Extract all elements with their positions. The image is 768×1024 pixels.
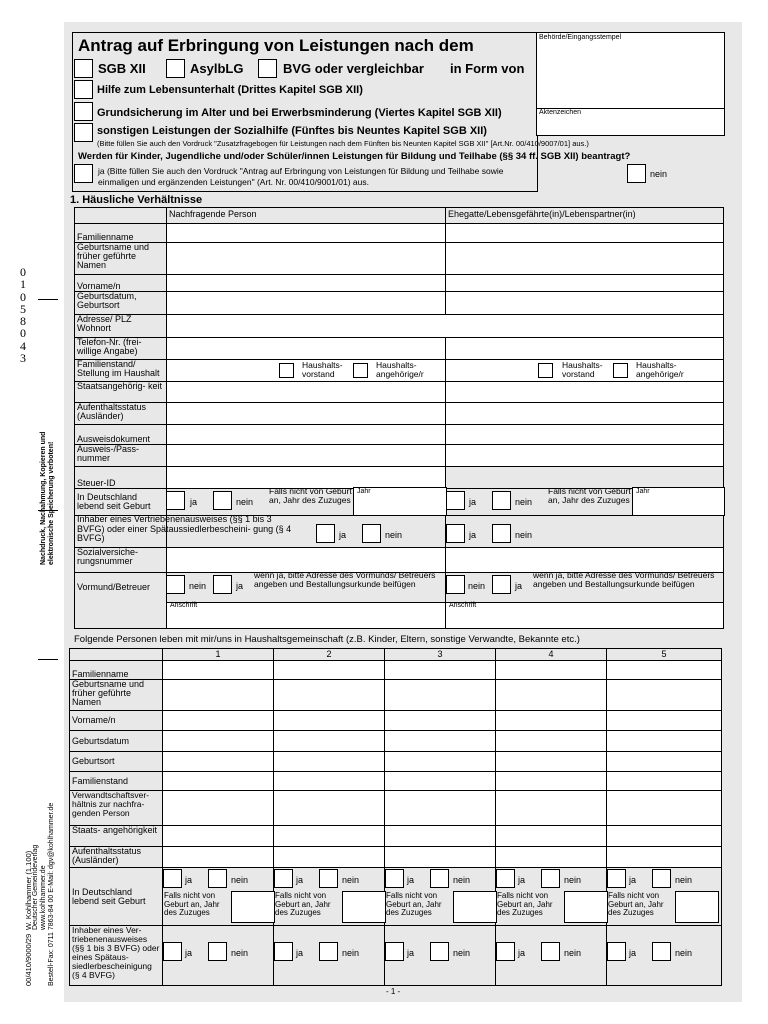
sonstige-label: sonstigen Leistungen der Sozialhilfe (Fünftes bis Neuntes Kapitel SGB XII) (97, 125, 487, 137)
hh4-jahr-field[interactable] (564, 891, 608, 923)
hh-field[interactable] (496, 711, 607, 731)
grundsicherung-checkbox[interactable] (74, 102, 93, 121)
hh2-seit-geburt-nein-checkbox[interactable] (319, 869, 338, 888)
person-ausweisnr-field[interactable] (167, 445, 446, 467)
article-number: 00/410/9000/29 (24, 933, 33, 986)
partner-familienname-field[interactable] (446, 224, 724, 243)
hh-field[interactable] (163, 772, 274, 791)
person-seit-geburt-ja-checkbox[interactable] (166, 491, 185, 510)
hh3-seit-geburt-nein-checkbox[interactable] (430, 869, 449, 888)
person-vertrieben-ja-checkbox[interactable] (316, 524, 335, 543)
partner-haushaltsangehoerige-checkbox[interactable] (613, 363, 628, 378)
sgb12-checkbox[interactable] (74, 59, 93, 78)
person-vormund-ja-checkbox[interactable] (213, 575, 232, 594)
hh-field[interactable] (163, 826, 274, 847)
page-number: - 1 - (386, 987, 401, 996)
partner-vormund-ja-label: ja (515, 581, 523, 591)
hh-field[interactable] (496, 731, 607, 752)
hh5-seit-geburt-ja-label: ja (629, 875, 637, 885)
hh-label-geburtsort: Geburtsort (70, 752, 163, 772)
bildung-question: Werden für Kinder, Jugendliche und/oder Schüler/innen Leistungen für Bildung und Teilhabe (§§ 34 ff. SGB XII) beantragt? (78, 151, 631, 162)
household-col-3: 3 (385, 649, 496, 661)
hh5-vertrieben-ja-checkbox[interactable] (607, 942, 626, 961)
partner-anschrift-label: Anschrift (449, 602, 477, 609)
hh5-seit-geburt-nein-label: nein (675, 875, 693, 885)
hh1-seit-geburt-ja-checkbox[interactable] (163, 869, 182, 888)
hh5-vertrieben-nein-checkbox[interactable] (652, 942, 671, 961)
hh-field[interactable] (385, 680, 496, 711)
hh1-jahr-field[interactable] (231, 891, 275, 923)
vertrieben-label: Inhaber eines Vertriebenenausweises (§§ 1 bis 3 BVFG) oder einer Spätaussiedlerbescheini- gung (§ 4 BVFG) (77, 514, 292, 543)
hh4-seit-geburt-nein-label: nein (564, 875, 582, 885)
partner-vertrieben-cell (446, 516, 724, 548)
hh2-vertrieben-nein-checkbox[interactable] (319, 942, 338, 961)
partner-ausweis-field[interactable] (446, 425, 724, 445)
hh5-seit-geburt-ja-checkbox[interactable] (607, 869, 626, 888)
hh-field[interactable] (607, 661, 722, 680)
partner-vertrieben-nein-label: nein (515, 530, 533, 540)
hh-label-indeutschland: In Deutschland lebend seit Geburt (70, 868, 163, 926)
partner-haushaltsvorstand-checkbox[interactable] (538, 363, 553, 378)
person-anschrift-label: Anschrift (170, 602, 198, 609)
person-geburtsdatum-field[interactable] (167, 292, 446, 315)
hh4-vertrieben-nein-checkbox[interactable] (541, 942, 560, 961)
partner-geburtsname-field[interactable] (446, 243, 724, 275)
person-jahr-field[interactable] (353, 487, 447, 516)
hh-field[interactable] (607, 791, 722, 826)
hh-field[interactable] (385, 752, 496, 772)
hh1-vertrieben-ja-label: ja (185, 948, 193, 958)
hh4-seit-geburt-nein-checkbox[interactable] (541, 869, 560, 888)
grundsicherung-label: Grundsicherung im Alter und bei Erwerbsminderung (Viertes Kapitel SGB XII) (97, 107, 502, 119)
hh-label-geburtsdatum: Geburtsdatum (70, 731, 163, 752)
partner-jahr-field[interactable] (632, 487, 725, 516)
col-person-header: Nachfragende Person (167, 208, 446, 224)
person-geburtsname-field[interactable] (167, 243, 446, 275)
hh4-vertrieben-ja-checkbox[interactable] (496, 942, 515, 961)
row-label-vorname: Vorname/n (75, 275, 167, 292)
hh-label-vertrieben: Inhaber eines Ver- triebenenausweises (§§ 1 bis 3 BVFG) oder eines Spätaus- siedlerbescheinigung (§ 4 BVFG) (70, 926, 163, 986)
hh5-jahr-field[interactable] (675, 891, 719, 923)
hh-field[interactable] (607, 680, 722, 711)
person-seit-geburt-nein-checkbox[interactable] (213, 491, 232, 510)
row-label-vormund: Vormund/Betreuer (75, 573, 167, 629)
partner-aufenthalt-field[interactable] (446, 403, 724, 425)
person-falls-nicht-label: Falls nicht von Geburt an, Jahr des Zuzuges (269, 486, 352, 505)
row-label-telefon: Telefon-Nr. (frei- willige Angabe) (75, 338, 167, 360)
hh3-falls-nicht-label: Falls nicht von Geburt an, Jahr des Zuzuges (386, 891, 442, 918)
sgb12-label: SGB XII (98, 61, 146, 76)
partner-seit-geburt-nein-checkbox[interactable] (492, 491, 511, 510)
publisher-3: www.kohlhammer.de (40, 865, 47, 930)
order-info: Bestell-Fax: 0711 7863-84 00 E-Mail: dgv@kohlhammer.de (48, 802, 55, 986)
row-label-indeutschland: In Deutschland lebend seit Geburt (75, 489, 167, 516)
hh-field[interactable] (274, 826, 385, 847)
hh5-vertrieben-nein-label: nein (675, 948, 693, 958)
bildung-ja-line2: einmaligen und ergänzenden Leistungen" (Art. Nr. 00/410/9001/01) aus. (98, 177, 369, 187)
row-label-familienstand: Familienstand/ Stellung im Haushalt (75, 360, 167, 382)
hh-label-aufenthalt: Aufenthaltsstatus (Ausländer) (70, 847, 163, 868)
hh-field[interactable] (496, 791, 607, 826)
hh-label-verwandtschaft: Verwandtschaftsver- hältnis zur nachfra- genden Person (70, 791, 163, 826)
adresse-field[interactable] (167, 315, 724, 338)
form-title: Antrag auf Erbringung von Leistungen nach dem (78, 36, 474, 55)
hh3-vertrieben-nein-checkbox[interactable] (430, 942, 449, 961)
person-haushaltsvorstand-checkbox[interactable] (279, 363, 294, 378)
partner-vertrieben-ja-checkbox[interactable] (446, 524, 465, 543)
stamp-label: Behörde/Eingangsstempel (539, 34, 622, 41)
copyright-notice: Nachdruck, Nachahmung, Kopieren und elektronische Speicherung verboten! (40, 431, 55, 565)
col-partner-header: Ehegatte/Lebensgefährte(in)/Lebenspartner(in) (446, 208, 724, 224)
person-vormund-text: wenn ja, bitte Adresse des Vormunds/ Betreuers angeben und Bestallungsurkunde beifügen (254, 570, 436, 589)
partner-staat-field[interactable] (446, 382, 724, 403)
person-vertrieben-nein-checkbox[interactable] (362, 524, 381, 543)
hh-field[interactable] (274, 791, 385, 826)
hh-field[interactable] (607, 711, 722, 731)
hh1-falls-nicht-label: Falls nicht von Geburt an, Jahr des Zuzuges (164, 891, 220, 918)
hh-label-vorname: Vorname/n (70, 711, 163, 731)
row-label-adresse: Adresse/ PLZ Wohnort (75, 315, 167, 338)
hh5-vertrieben-ja-label: ja (629, 948, 637, 958)
hh2-vertrieben-nein-label: nein (342, 948, 360, 958)
barcode-digits: 0 1 0 5 8 0 4 3 (20, 265, 26, 366)
hh-field[interactable] (496, 680, 607, 711)
hh2-vertrieben-ja-checkbox[interactable] (274, 942, 293, 961)
bvg-checkbox[interactable] (258, 59, 277, 78)
hh-field[interactable] (385, 791, 496, 826)
sonstige-note: (Bitte füllen Sie auch den Vordruck "Zusatzfragebogen für Leistungen nach dem Fünften bis Neunten Kapitel SGB XII" [Art.Nr. 00/410/9007/01] aus.) (97, 139, 589, 148)
partner-jahr-label: Jahr (636, 488, 650, 495)
hh3-seit-geburt-ja-checkbox[interactable] (385, 869, 404, 888)
hh-field[interactable] (274, 661, 385, 680)
partner-vormund-nein-checkbox[interactable] (446, 575, 465, 594)
row-label-staat: Staatsangehörig- keit (75, 382, 167, 403)
hh-field[interactable] (163, 661, 274, 680)
publisher-1: W. Kohlhammer (1.100) (24, 850, 33, 930)
asylblg-checkbox[interactable] (166, 59, 185, 78)
row-label-steuer: Steuer-ID (75, 467, 167, 489)
partner-vormund-nein-label: nein (468, 581, 486, 591)
hh-field[interactable] (163, 847, 274, 868)
hh-field[interactable] (385, 731, 496, 752)
person-familienname-field[interactable] (167, 224, 446, 243)
publisher-2: Deutscher Gemeindeverlag (32, 844, 39, 930)
person-vormund-nein-label: nein (189, 581, 207, 591)
section1-table (74, 207, 724, 629)
hh-field[interactable] (607, 772, 722, 791)
hh-field[interactable] (496, 826, 607, 847)
person-vertrieben-ja-label: ja (339, 530, 347, 540)
hh1-seit-geburt-ja-label: ja (185, 875, 193, 885)
hh-field[interactable] (163, 752, 274, 772)
hh-field[interactable] (607, 752, 722, 772)
hh3-vertrieben-ja-checkbox[interactable] (385, 942, 404, 961)
person-seit-geburt-nein-label: nein (236, 497, 254, 507)
hilfe-label: Hilfe zum Lebensunterhalt (Drittes Kapitel SGB XII) (97, 84, 363, 96)
person-vormund-ja-label: ja (236, 581, 244, 591)
hh4-falls-nicht-label: Falls nicht von Geburt an, Jahr des Zuzuges (497, 891, 553, 918)
hh3-seit-geburt-nein-label: nein (453, 875, 471, 885)
partner-haushaltsvorstand-label: Haushalts- vorstand (562, 360, 603, 379)
hh2-seit-geburt-ja-checkbox[interactable] (274, 869, 293, 888)
hh-field[interactable] (274, 847, 385, 868)
hh2-jahr-field[interactable] (342, 891, 386, 923)
hh-field[interactable] (607, 826, 722, 847)
person-vorname-field[interactable] (167, 275, 446, 292)
hh-field[interactable] (163, 680, 274, 711)
aktenzeichen-box (536, 108, 725, 136)
section1-title: 1. Häusliche Verhältnisse (70, 194, 203, 206)
hh-field[interactable] (385, 847, 496, 868)
hh1-seit-geburt-nein-label: nein (231, 875, 249, 885)
household-col-1: 1 (163, 649, 274, 661)
asylblg-label: AsylbLG (190, 61, 244, 76)
person-aufenthalt-field[interactable] (167, 403, 446, 425)
hh5-falls-nicht-label: Falls nicht von Geburt an, Jahr des Zuzuges (608, 891, 664, 918)
hh-field[interactable] (496, 752, 607, 772)
household-col-5: 5 (607, 649, 722, 661)
hh1-vertrieben-ja-checkbox[interactable] (163, 942, 182, 961)
household-intro: Folgende Personen leben mit mir/uns in Haushaltsgemeinschaft (z.B. Kinder, Eltern, sonstige Verwandte, Bekannte etc.) (74, 634, 580, 645)
hh4-vertrieben-nein-label: nein (564, 948, 582, 958)
row-label-sozial: Sozialversiche- rungsnummer (75, 548, 167, 573)
partner-vertrieben-ja-label: ja (469, 530, 477, 540)
hh-field[interactable] (385, 826, 496, 847)
hh-label-staat: Staats- angehörigkeit (70, 826, 163, 847)
partner-telefon-field[interactable] (446, 338, 724, 360)
person-anschrift-field[interactable] (167, 603, 446, 629)
person-jahr-label: Jahr (357, 488, 371, 495)
hh5-seit-geburt-nein-checkbox[interactable] (652, 869, 671, 888)
hh-field[interactable] (274, 772, 385, 791)
hh-field[interactable] (274, 752, 385, 772)
hh-label-geburtsname: Geburtsname und früher geführte Namen (70, 680, 163, 711)
aktenzeichen-label: Aktenzeichen (539, 109, 582, 116)
partner-ausweisnr-field[interactable] (446, 445, 724, 467)
person-seit-geburt-ja-label: ja (190, 497, 198, 507)
hh1-vertrieben-nein-checkbox[interactable] (208, 942, 227, 961)
household-corner (70, 649, 163, 661)
person-sozial-field[interactable] (167, 548, 446, 573)
hh-field[interactable] (607, 847, 722, 868)
hh-field[interactable] (607, 731, 722, 752)
partner-sozial-field[interactable] (446, 548, 724, 573)
stamp-box (536, 32, 725, 110)
person-telefon-field[interactable] (167, 338, 446, 360)
hh4-seit-geburt-ja-label: ja (518, 875, 526, 885)
household-table (69, 648, 722, 986)
row-label-aufenthalt: Aufenthaltsstatus (Ausländer) (75, 403, 167, 425)
hh4-vertrieben-ja-label: ja (518, 948, 526, 958)
person-haushaltsangehoerige-checkbox[interactable] (353, 363, 368, 378)
hh-field[interactable] (496, 847, 607, 868)
hh3-jahr-field[interactable] (453, 891, 497, 923)
partner-vertrieben-nein-checkbox[interactable] (492, 524, 511, 543)
person-haushaltsvorstand-label: Haushalts- vorstand (302, 360, 343, 379)
hh-field[interactable] (496, 661, 607, 680)
bildung-nein-label: nein (650, 169, 668, 179)
partner-haushaltsangehoerige-label: Haushalts- angehörige/r (636, 360, 684, 379)
hh-label-familienname: Familienname (70, 661, 163, 680)
margin-tick (38, 659, 58, 660)
bildung-ja-line1: ja (Bitte füllen Sie auch den Vordruck "Antrag auf Erbringung von Leistungen für Bildung und Teilhabe sowie (98, 166, 504, 176)
hh3-vertrieben-nein-label: nein (453, 948, 471, 958)
hh-field[interactable] (163, 791, 274, 826)
partner-geburtsdatum-field[interactable] (446, 292, 724, 315)
bvg-label: BVG oder vergleichbar (283, 61, 424, 76)
hh1-seit-geburt-nein-checkbox[interactable] (208, 869, 227, 888)
hh3-seit-geburt-ja-label: ja (407, 875, 415, 885)
hh-field[interactable] (385, 661, 496, 680)
hilfe-checkbox[interactable] (74, 80, 93, 99)
person-haushaltsangehoerige-label: Haushalts- angehörige/r (376, 360, 424, 379)
hh-field[interactable] (496, 772, 607, 791)
hh-field[interactable] (274, 711, 385, 731)
household-col-2: 2 (274, 649, 385, 661)
bildung-nein-checkbox[interactable] (627, 164, 646, 183)
hh2-seit-geburt-nein-label: nein (342, 875, 360, 885)
hh2-seit-geburt-ja-label: ja (296, 875, 304, 885)
sonstige-checkbox[interactable] (74, 123, 93, 142)
hh2-falls-nicht-label: Falls nicht von Geburt an, Jahr des Zuzuges (275, 891, 331, 918)
hh-field[interactable] (385, 772, 496, 791)
form-von-label: in Form von (450, 61, 525, 76)
person-staat-field[interactable] (167, 382, 446, 403)
hh2-vertrieben-ja-label: ja (296, 948, 304, 958)
person-vormund-nein-checkbox[interactable] (166, 575, 185, 594)
hh-field[interactable] (385, 711, 496, 731)
bildung-ja-checkbox[interactable] (74, 164, 93, 183)
hh-label-familienstand: Familienstand (70, 772, 163, 791)
hh4-seit-geburt-ja-checkbox[interactable] (496, 869, 515, 888)
hh-field[interactable] (274, 731, 385, 752)
hh3-vertrieben-ja-label: ja (407, 948, 415, 958)
person-vertrieben-nein-label: nein (385, 530, 403, 540)
row-label-geburtsname: Geburtsname und früher geführte Namen (75, 243, 167, 275)
hh1-vertrieben-nein-label: nein (231, 948, 249, 958)
person-ausweis-field[interactable] (167, 425, 446, 445)
margin-tick (38, 299, 58, 300)
corner-cell (75, 208, 167, 224)
row-label-ausweis: Ausweisdokument (75, 425, 167, 445)
row-label-familienname: Familienname (75, 224, 167, 243)
partner-vormund-ja-checkbox[interactable] (492, 575, 511, 594)
row-label-geburtsdatum: Geburtsdatum, Geburtsort (75, 292, 167, 315)
partner-seit-geburt-nein-label: nein (515, 497, 533, 507)
row-label-ausweisnr: Ausweis-/Pass- nummer (75, 445, 167, 467)
partner-seit-geburt-ja-checkbox[interactable] (446, 491, 465, 510)
hh-field[interactable] (163, 711, 274, 731)
partner-vormund-text: wenn ja, bitte Adresse des Vormunds/ Betreuers angeben und Bestallungsurkunde beifügen (533, 570, 715, 589)
partner-falls-nicht-label: Falls nicht von Geburt an, Jahr des Zuzuges (548, 486, 631, 505)
hh-field[interactable] (274, 680, 385, 711)
household-col-4: 4 (496, 649, 607, 661)
partner-seit-geburt-ja-label: ja (469, 497, 477, 507)
hh-field[interactable] (163, 731, 274, 752)
partner-vorname-field[interactable] (446, 275, 724, 292)
partner-anschrift-field[interactable] (446, 603, 724, 629)
